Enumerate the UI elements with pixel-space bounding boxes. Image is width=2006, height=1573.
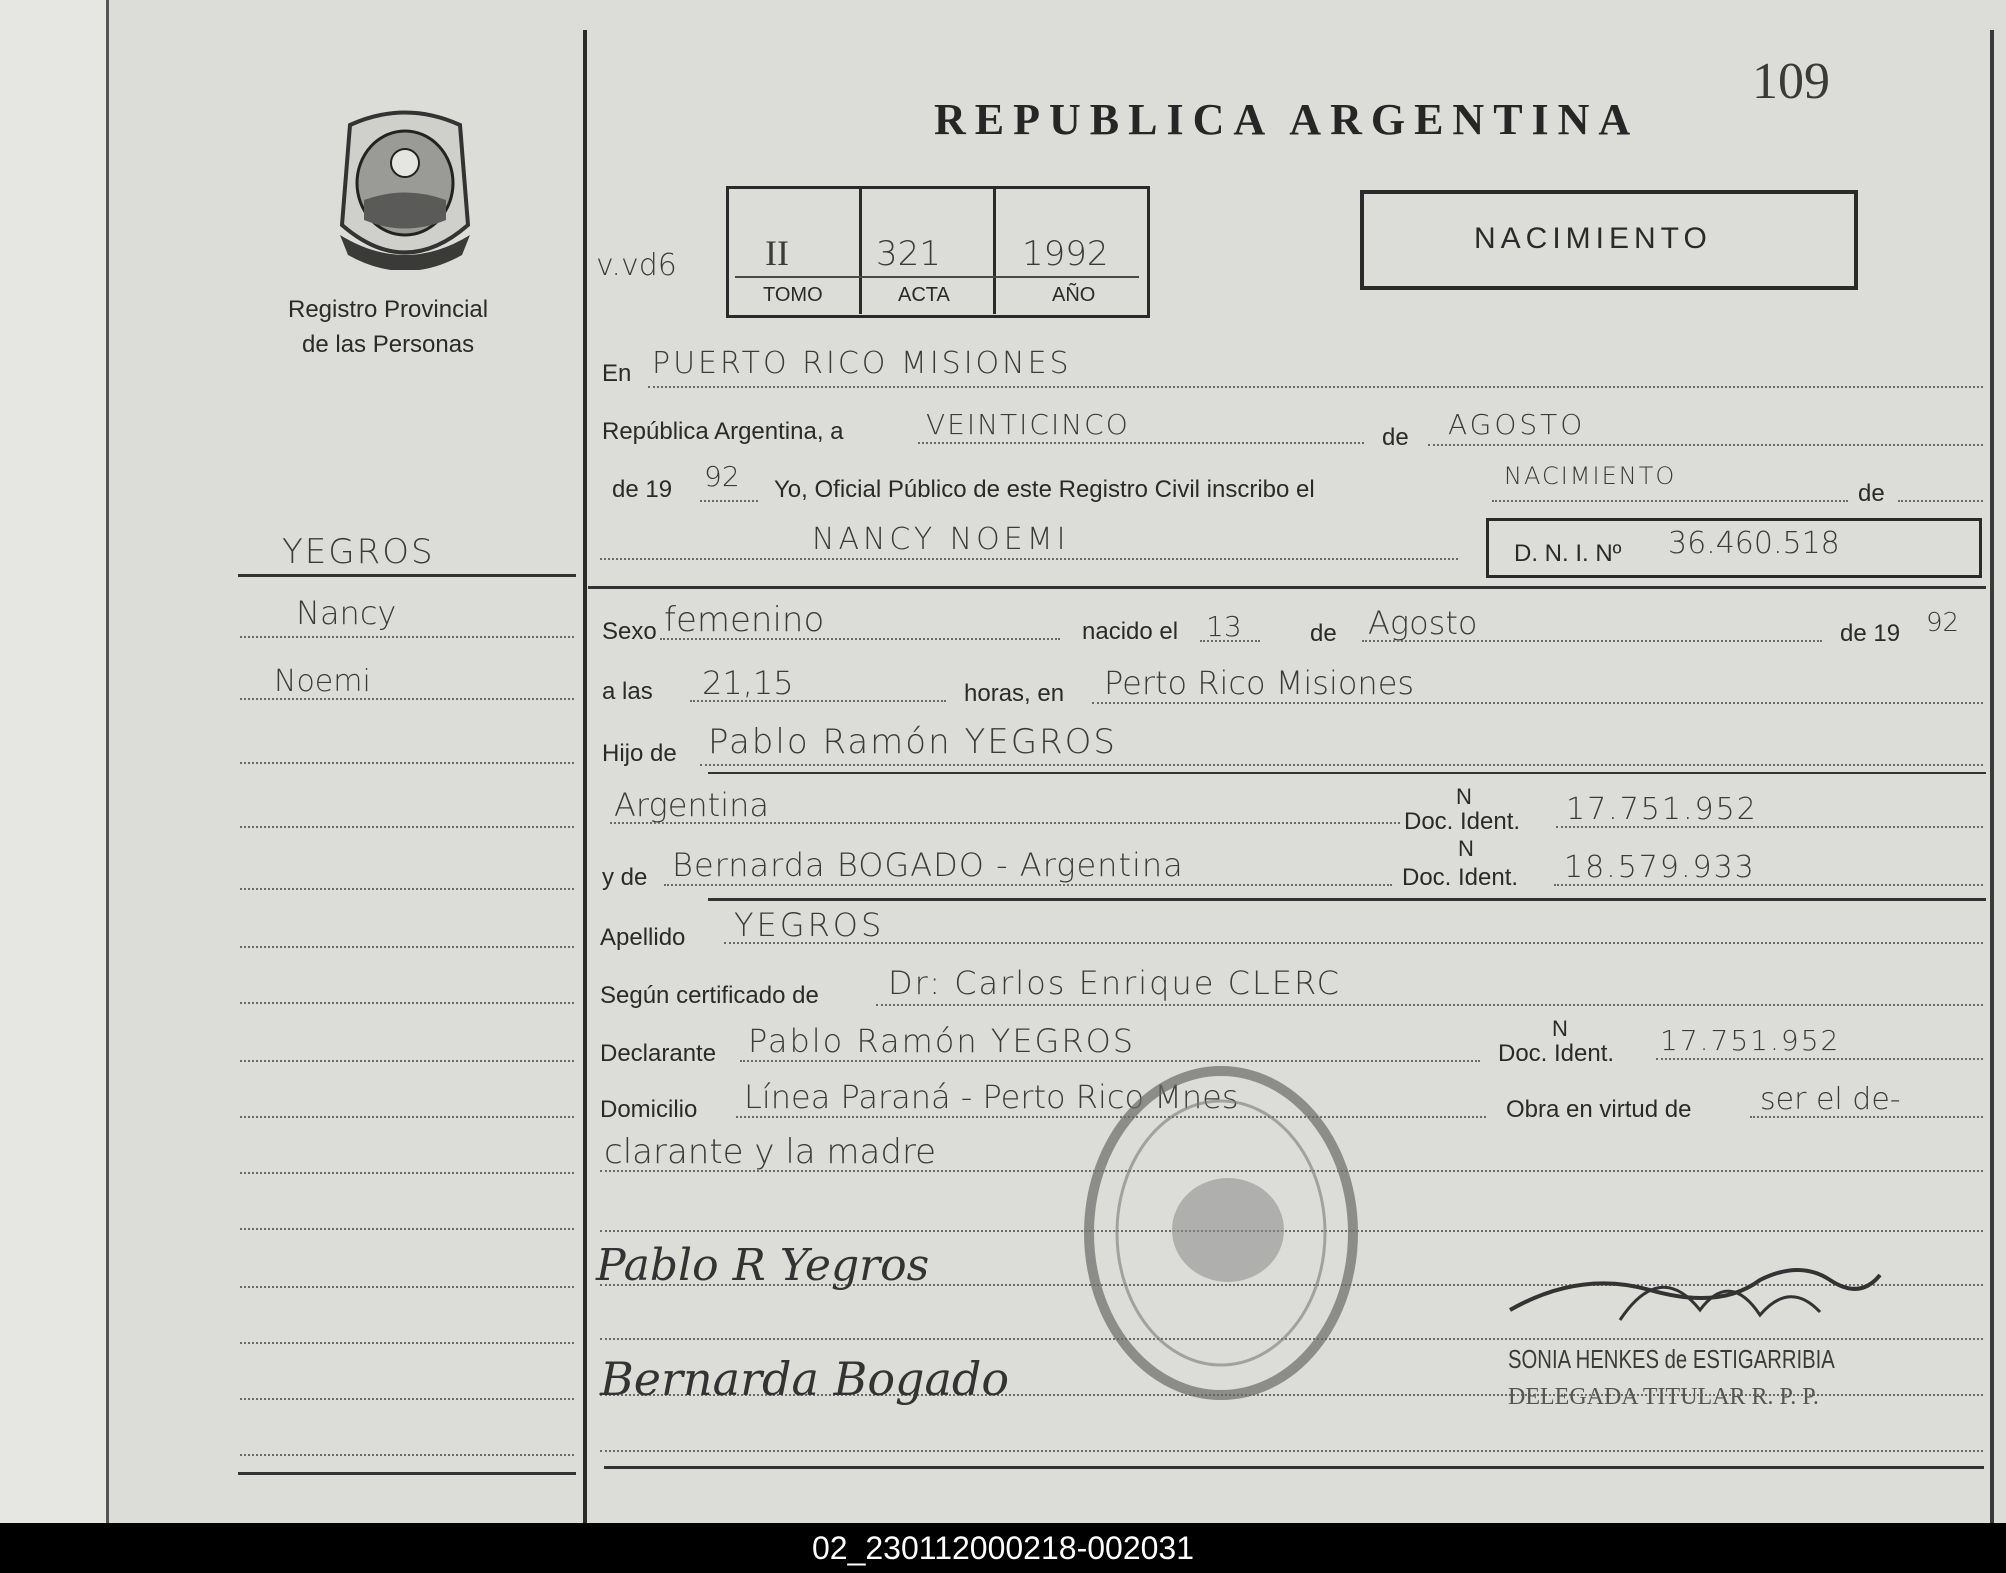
field-father-doc: 17.751.952 <box>1566 792 1758 827</box>
index-given-2: Noemi <box>274 664 371 699</box>
index-line <box>240 888 574 890</box>
index-line <box>240 636 574 638</box>
country-title: REPUBLICA ARGENTINA <box>934 95 1640 144</box>
label-de19b: de 19 <box>1840 620 1901 647</box>
label-hijo: Hijo de <box>602 740 677 767</box>
field-father: Pablo Ramón YEGROS <box>708 722 1118 762</box>
line-birth-month <box>1362 640 1822 642</box>
registry-divider-1 <box>859 188 862 314</box>
field-sexo: femenino <box>664 600 825 640</box>
label-segun: Según certificado de <box>600 982 819 1009</box>
label-yde: y de <box>602 864 648 891</box>
province-seal-emblem <box>330 105 480 270</box>
label-apellido: Apellido <box>600 924 686 951</box>
right-border <box>1990 30 1994 1523</box>
office-line-1: Registro Provincial <box>288 296 489 323</box>
line-certificate <box>876 1004 1983 1006</box>
line-reason-1 <box>1750 1116 1983 1118</box>
line-birth-place <box>1092 702 1983 704</box>
index-rule-top <box>238 574 576 577</box>
field-birth-year: 92 <box>1926 608 1960 638</box>
label-doc-1: Doc. Ident. <box>1404 808 1521 835</box>
field-birth-month: Agosto <box>1368 604 1478 642</box>
blank-line <box>600 1450 1983 1452</box>
father-signature: Pablo R Yegros <box>596 1240 930 1291</box>
label-de-2: de <box>1858 480 1885 507</box>
field-dni: 36.460.518 <box>1668 526 1840 561</box>
field-mother-doc: 18.579.933 <box>1564 850 1756 885</box>
field-act-kind: NACIMIENTO <box>1504 462 1677 490</box>
label-alas: a las <box>602 678 653 705</box>
margin-note: v.vd6 <box>596 248 677 283</box>
image-id-footer: 02_230112000218-002031 <box>0 1523 2006 1573</box>
mother-signature: Bernarda Bogado <box>600 1352 1010 1406</box>
tomo-label: TOMO <box>763 284 823 306</box>
field-place: PUERTO RICO MISIONES <box>652 346 1072 381</box>
label-republica: República Argentina, a <box>602 418 844 445</box>
acta-label: ACTA <box>898 284 950 306</box>
label-nacido: nacido el <box>1082 618 1179 645</box>
label-obra: Obra en virtud de <box>1506 1096 1692 1123</box>
field-declarant-doc: 17.751.952 <box>1660 1024 1841 1057</box>
line-sexo <box>660 638 1060 640</box>
label-en: En <box>602 360 632 387</box>
line-de <box>1898 500 1983 502</box>
field-certificate: Dr: Carlos Enrique CLERC <box>888 964 1341 1002</box>
field-declarant: Pablo Ramón YEGROS <box>748 1022 1136 1060</box>
line-place <box>648 386 1983 388</box>
label-yo: Yo, Oficial Público de este Registro Civil inscribo el <box>774 476 1315 503</box>
line-surname <box>724 942 1983 944</box>
field-hour: 21,15 <box>702 664 794 702</box>
label-doc-n-3: N <box>1552 1016 1568 1041</box>
parents-rule-2 <box>708 898 1986 901</box>
index-line <box>240 1228 574 1230</box>
ano-value: 1992 <box>1022 234 1109 274</box>
label-domicilio: Domicilio <box>600 1096 698 1123</box>
index-surname: YEGROS <box>282 532 435 572</box>
line-mother-doc <box>1554 884 1983 886</box>
field-domicile: Línea Paraná - Perto Rico Mnes <box>744 1078 1239 1116</box>
line-father <box>700 764 1983 766</box>
line-declarant-doc <box>1656 1058 1983 1060</box>
index-line <box>240 762 574 764</box>
label-doc-2: Doc. Ident. <box>1402 864 1519 891</box>
record-type: NACIMIENTO <box>1474 222 1712 255</box>
label-sexo: Sexo <box>602 618 657 645</box>
line-day <box>918 442 1364 444</box>
index-line <box>240 1398 574 1400</box>
bottom-rule <box>604 1466 1984 1469</box>
acta-value: 321 <box>876 234 941 274</box>
line-father-doc <box>1556 826 1983 828</box>
official-signature <box>1500 1250 1890 1340</box>
label-de19: de 19 <box>612 476 673 503</box>
field-year: 92 <box>704 460 740 493</box>
index-given-1: Nancy <box>296 594 397 632</box>
line-mother <box>664 884 1392 886</box>
label-doc-3: Doc. Ident. <box>1498 1040 1615 1067</box>
field-reason-1: ser el de- <box>1760 1082 1901 1117</box>
line-birth-day <box>1200 640 1260 642</box>
label-declarante: Declarante <box>600 1040 717 1067</box>
office-line-2: de las Personas <box>302 331 475 358</box>
index-line <box>240 826 574 828</box>
line-act-kind <box>1492 500 1848 502</box>
field-name: NANCY NOEMI <box>812 522 1070 557</box>
field-father-nat: Argentina <box>614 786 769 824</box>
index-line <box>240 1116 574 1118</box>
ano-label: AÑO <box>1052 284 1096 306</box>
line-year <box>700 500 758 502</box>
field-reason-2: clarante y la madre <box>604 1132 937 1172</box>
section-rule-1 <box>588 586 1986 589</box>
index-rule-bottom <box>238 1472 576 1475</box>
index-line <box>240 946 574 948</box>
page-edge <box>0 0 109 1523</box>
line-month <box>1428 444 1983 446</box>
official-stamp <box>1078 1060 1364 1406</box>
label-de-3: de <box>1310 620 1337 647</box>
label-doc-n-1: N <box>1456 784 1472 809</box>
field-day-words: VEINTICINCO <box>926 408 1130 441</box>
index-line <box>240 1172 574 1174</box>
label-horas: horas, en <box>964 680 1065 707</box>
official-title: DELEGADA TITULAR R. P. P. <box>1508 1384 1819 1410</box>
field-surname: YEGROS <box>734 906 885 944</box>
index-line <box>240 1342 574 1344</box>
field-mother: Bernarda BOGADO - Argentina <box>672 846 1184 884</box>
registry-underline <box>735 276 1139 278</box>
folio-number: 109 <box>1752 53 1830 110</box>
label-doc-n-2: N <box>1458 836 1474 861</box>
registry-divider-2 <box>993 188 996 314</box>
parents-rule-1 <box>708 772 1986 774</box>
index-line <box>240 1286 574 1288</box>
line-hour <box>690 700 946 702</box>
field-birth-place: Perto Rico Misiones <box>1104 664 1415 702</box>
index-line <box>240 698 574 700</box>
label-dni: D. N. I. Nº <box>1514 540 1622 567</box>
line-father-nat <box>610 822 1400 824</box>
tomo-value: II <box>765 233 789 273</box>
field-month: AGOSTO <box>1448 408 1586 441</box>
index-line <box>240 1060 574 1062</box>
field-birth-day: 13 <box>1206 610 1242 643</box>
official-name: SONIA HENKES de ESTIGARRIBIA <box>1508 1344 1835 1374</box>
index-line <box>240 1454 574 1456</box>
index-line <box>240 1002 574 1004</box>
column-divider <box>583 30 587 1523</box>
line-name <box>600 558 1458 560</box>
label-de: de <box>1382 424 1409 451</box>
